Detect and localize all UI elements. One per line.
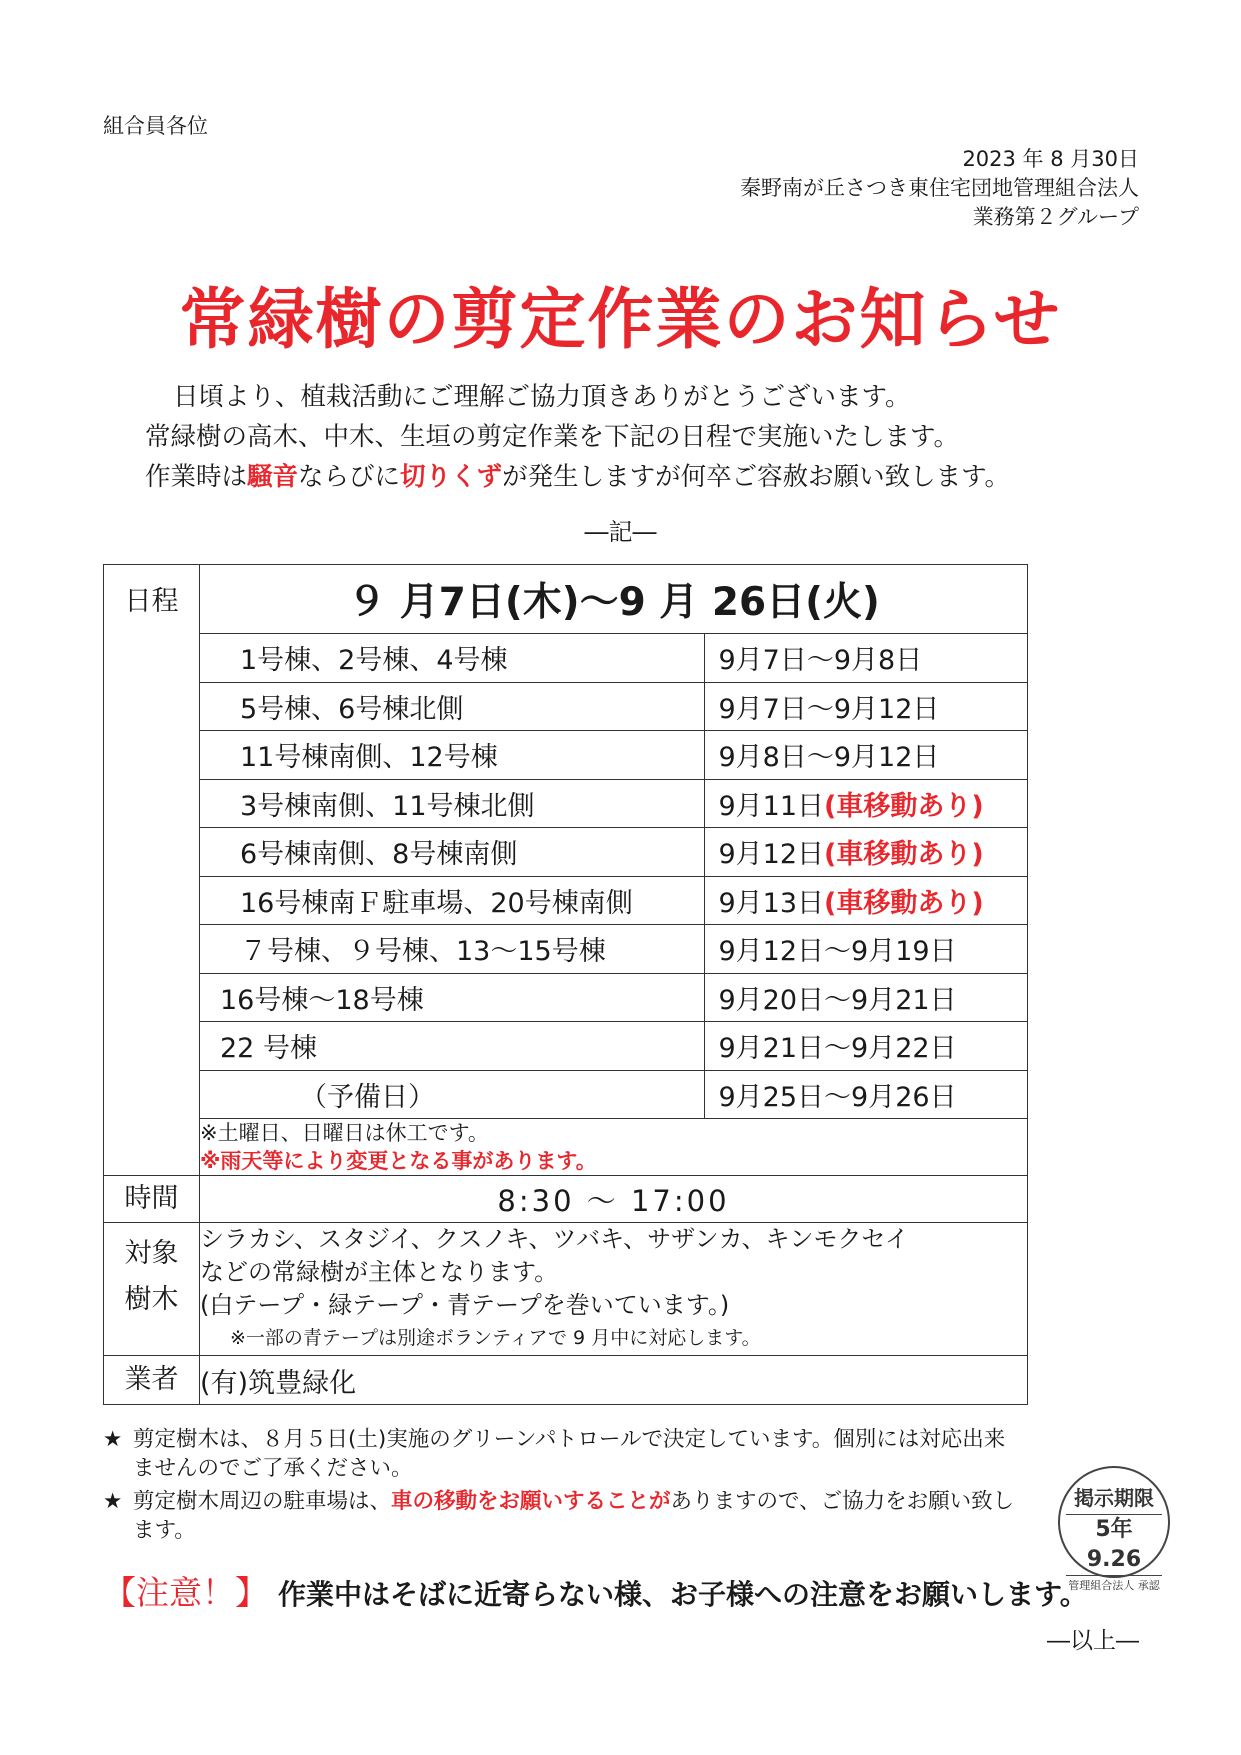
date-cell: 9月8日～9月12日 [704,731,1027,780]
building-cell: 5号棟、6号棟北側 [200,682,704,731]
list-item: ★ 剪定樹木周辺の駐車場は、車の移動をお願いすることがありますので、ご協力をお願い致します。 [103,1489,1015,1543]
building-cell: 22 号棟 [200,1022,704,1071]
date-cell: 9月11日(車移動あり) [704,779,1027,828]
schedule-label: 日程 [104,565,200,1176]
building-cell: 11号棟南側、12号棟 [200,731,704,780]
schedule-range: ９ 月7日(木)～9 月 26日(火) [200,565,1028,634]
addressee: 組合員各位 [103,114,208,138]
building-cell: ７号棟、９号棟、13～15号棟 [200,925,704,974]
table-row [200,973,1027,1022]
date-cell: 9月21日～9月22日 [704,1022,1027,1071]
table-row [200,634,1027,682]
table-row [200,828,1027,877]
intro-line-1: 日頃より、植栽活動にご理解ご協力頂きありがとうございます。 [173,382,911,412]
debris-highlight: 切りくず [400,462,503,492]
time-value: 8:30 ～ 17:00 [200,1176,1028,1223]
page-title: 常緑樹の剪定作業のお知らせ [179,281,1062,358]
vendor-value: (有)筑豊緑化 [200,1356,1028,1405]
building-cell: 16号棟南Ｆ駐車場、20号棟南側 [200,876,704,925]
date-cell: 9月12日(車移動あり) [704,828,1027,877]
table-row [200,925,1027,974]
date-cell: 9月12日～9月19日 [704,925,1027,974]
trees-line-3: (白テープ・緑テープ・青テープを巻いています。) [200,1291,730,1319]
approval-stamp: 掲示期限 5年 9.26 管理組合法人 承認 [1058,1466,1170,1578]
schedule-rows [200,634,1027,1119]
schedule-notes [200,1119,1028,1176]
table-row [200,779,1027,828]
date-cell: 9月7日～9月12日 [704,682,1027,731]
car-move-highlight: 車の移動をお願いすることが [391,1489,671,1514]
table-row [200,731,1027,780]
star-icon: ★ [103,1489,123,1514]
issuer-block [740,145,1139,232]
trees-line-2: などの常緑樹が主体となります。 [200,1258,559,1286]
building-cell: 16号棟～18号棟 [200,973,704,1022]
table-row [200,1022,1027,1071]
table-row [200,682,1027,731]
issuer-org: 秦野南が丘さつき東住宅団地管理組合法人 [740,176,1139,200]
intro-text [145,377,1010,497]
issue-date: 2023 年 8 月30日 [962,147,1139,171]
trees-content [200,1223,1028,1356]
intro-line-2: 常緑樹の高木、中木、生垣の剪定作業を下記の日程で実施いたします。 [145,422,959,452]
date-cell: 9月20日～9月21日 [704,973,1027,1022]
table-row [200,1070,1027,1119]
trees-note: ※一部の青テープは別途ボランティアで 9 月中に対応します。 [230,1327,761,1349]
rain-note: ※雨天等により変更となる事があります。 [200,1149,597,1173]
building-cell: 6号棟南側、8号棟南側 [200,828,704,877]
caution-line [103,1567,1088,1614]
noise-highlight: 騒音 [247,462,299,492]
notes-list [103,1425,1023,1549]
car-move-note: (車移動あり) [824,790,984,822]
closing-mark: ―以上― [1047,1628,1139,1654]
schedule-table [103,564,1028,1405]
caution-text: 作業中はそばに近寄らない様、お子様への注意をお願いします。 [278,1578,1088,1611]
ki-marker: ―記― [584,518,657,546]
table-row [200,876,1027,925]
trees-label: 対象 樹木 [104,1223,200,1356]
intro-line-3: 作業時は騒音ならびに切りくずが発生しますが何卒ご容赦お願い致します。 [145,462,1011,492]
building-cell: （予備日） [200,1070,704,1119]
time-label: 時間 [104,1176,200,1223]
issuer-group: 業務第２グループ [972,205,1139,229]
date-cell: 9月25日～9月26日 [704,1070,1027,1119]
car-move-note: (車移動あり) [824,887,984,919]
building-cell: 1号棟、2号棟、4号棟 [200,634,704,682]
date-cell: 9月7日～9月8日 [704,634,1027,682]
vendor-label: 業者 [104,1356,200,1405]
car-move-note: (車移動あり) [824,839,984,871]
date-cell: 9月13日(車移動あり) [704,876,1027,925]
building-cell: 3号棟南側、11号棟北側 [200,779,704,828]
star-icon: ★ [103,1427,123,1452]
caution-tag: 【注意！】 [103,1573,268,1612]
trees-line-1: シラカシ、スタジイ、クスノキ、ツバキ、サザンカ、キンモクセイ [200,1225,909,1253]
holiday-note: ※土曜日、日曜日は休工です。 [200,1121,489,1145]
list-item: ★ 剪定樹木は、８月５日(土)実施のグリーンパトロールで決定しています。個別には対応出来ませんのでご了承ください。 [103,1427,1006,1481]
